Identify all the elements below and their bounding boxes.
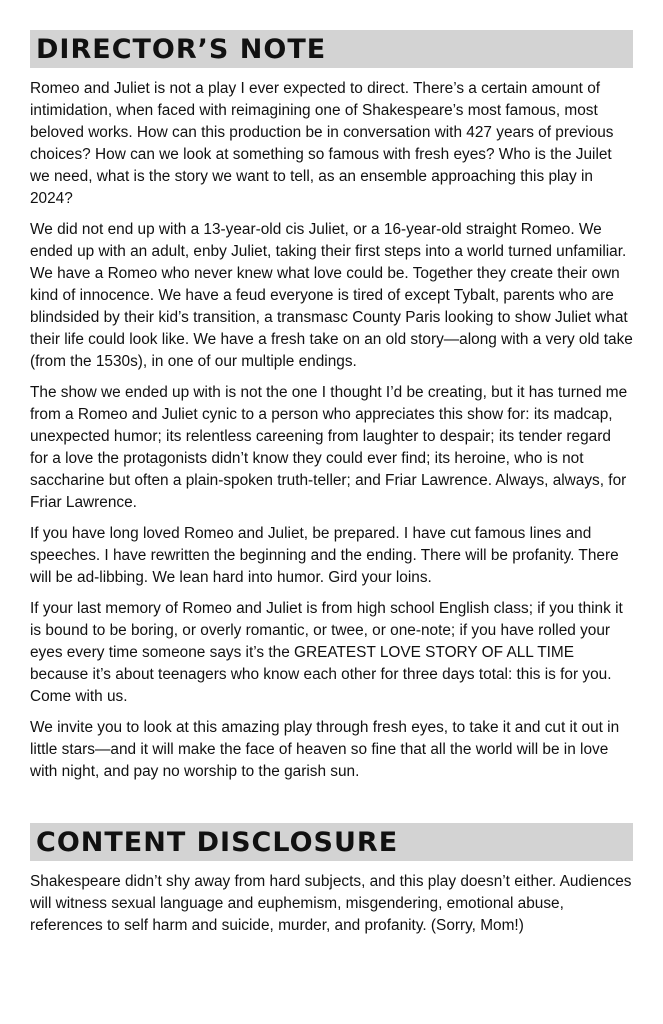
program-page: [30, 30, 633, 946]
directors-note-heading: DIRECTOR’S NOTE: [36, 33, 327, 65]
directors-note-paragraph-1: Romeo and Juliet is not a play I ever expected to direct. There’s a certain amount of intimidation, when faced with reimagining one of Shakespeare’s most famous, most beloved works. How can this production be in conversation with 427 years of previous choices? How can we look at something so famous with fresh eyes? Who is the Juilet we need, what is the story we want to tell, as an ensemble approaching this play in 2024?: [30, 80, 614, 207]
content-disclosure-body: [30, 871, 633, 937]
directors-note-paragraph-5: If your last memory of Romeo and Juliet is from high school English class; if you think it is bound to be boring, or overly romantic, or twee, or one-note; if you have rolled your eyes every time someone says it’s the GREATEST LOVE STORY OF ALL TIME because it’s about teenagers who know each other for three days total: this is for you. Come with us.: [30, 600, 623, 705]
content-disclosure-heading: CONTENT DISCLOSURE: [36, 826, 399, 858]
directors-note-header-bar: [30, 30, 633, 68]
content-disclosure-section: [30, 823, 633, 937]
directors-note-paragraph-3: The show we ended up with is not the one I thought I’d be creating, but it has turned me from a Romeo and Juliet cynic to a person who appreciates this show for: its madcap, unexpected humor; its relentless careening from laughter to despair; its tender regard for a love the protagonists didn’t know they could ever find; its heroine, who is not saccharine but often a plain-spoken truth-teller; and Friar Lawrence. Always, always, for Friar Lawrence.: [30, 384, 628, 511]
content-disclosure-paragraph-1: Shakespeare didn’t shy away from hard subjects, and this play doesn’t either. Audiences will witness sexual language and euphemism, misgendering, emotional abuse, references to self harm and suicide, murder, and profanity. (Sorry, Mom!): [30, 873, 632, 934]
directors-note-paragraph-4: If you have long loved Romeo and Juliet, be prepared. I have cut famous lines and speeches. I have rewritten the beginning and the ending. There will be profanity. There will be ad-libbing. We lean hard into humor. Gird your loins.: [30, 525, 619, 586]
directors-note-paragraph-2: We did not end up with a 13-year-old cis Juliet, or a 16-year-old straight Romeo. We ended up with an adult, enby Juliet, taking their first steps into a world turned unfamiliar. We have a Romeo who never knew what love could be. Together they create their own kind of innocence. We have a feud everyone is tired of except Tybalt, parents who are blindsided by their kid’s transition, a transmasc County Paris looking to show Juliet what their life could look like. We have a fresh take on an old story—along with a very old take (from the 1530s), in one of our multiple endings.: [30, 221, 633, 370]
directors-note-body: [30, 78, 633, 783]
directors-note-paragraph-6: We invite you to look at this amazing play through fresh eyes, to take it and cut it out in little stars—and it will make the face of heaven so fine that all the world will be in love with night, and pay no worship to the garish sun.: [30, 719, 620, 780]
directors-note-section: [30, 30, 633, 783]
content-disclosure-header-bar: [30, 823, 633, 861]
